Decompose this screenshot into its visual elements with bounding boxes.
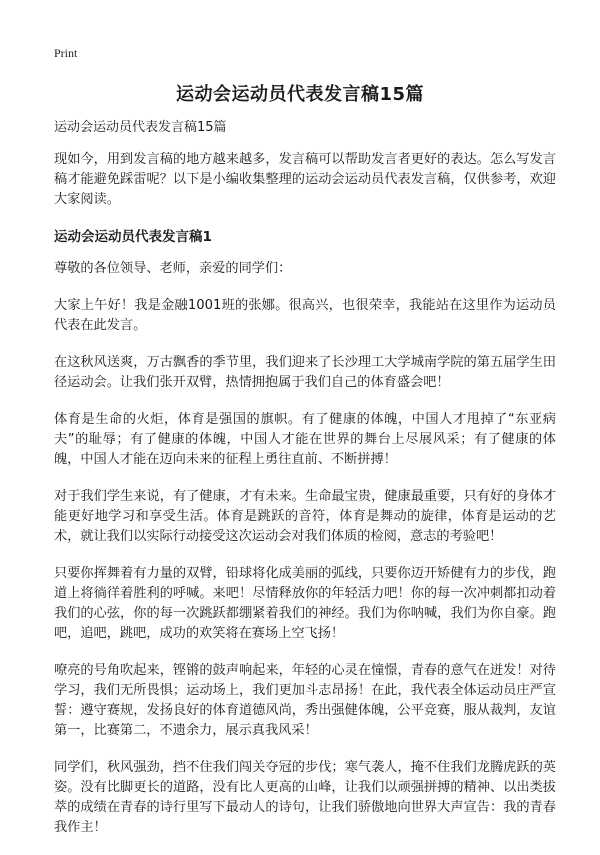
print-link[interactable]: Print — [54, 46, 78, 60]
paragraph: 只要你挥舞着有力量的双臂，铅球将化成美丽的弧线，只要你迈开矫健有力的步伐，跑道上将徜徉着胜利的呼喊。来吧！尽情释放你的年轻活力吧！你的每一次冲刺都扣动着我们的心弦，你的每一次跳跃都绷紧着我们的神经。我们为你呐喊，我们为你自豪。跑吧，追吧，跳吧，成功的欢笑将在赛场上空飞扬！ — [54, 566, 556, 641]
paragraph-greeting: 大家上午好！我是金融1001班的张娜。很高兴，也很荣幸，我能站在这里作为运动员代表在此发言。 — [54, 298, 556, 333]
intro-paragraph: 现如今，用到发言稿的地方越来越多，发言稿可以帮助发言者更好的表达。怎么写发言稿才能避免踩雷呢？以下是小编收集整理的运动会运动员代表发言稿，仅供参考，欢迎大家阅读。 — [54, 152, 556, 207]
paragraph: 同学们，秋风强劲，挡不住我们闯关夺冠的步伐；寒气袭人，掩不住我们龙腾虎跃的英姿。没有比脚更长的道路，没有比人更高的山峰，让我们以顽强拼搏的精神、以出类拔萃的成绩在青春的诗行里写下最动人的诗句，让我们骄傲地向世界大声宣告：我的青春我作主！ — [54, 760, 556, 835]
document-body — [54, 118, 556, 855]
section-heading: 运动会运动员代表发言稿1 — [54, 229, 212, 245]
paragraph: 在这秋风送爽，万古飘香的季节里，我们迎来了长沙理工大学城南学院的第五届学生田径运动会。让我们张开双臂，热情拥抱属于我们自己的体育盛会吧！ — [54, 355, 556, 390]
document-subtitle: 运动会运动员代表发言稿15篇 — [54, 120, 227, 135]
paragraph: 对于我们学生来说，有了健康，才有未来。生命最宝贵，健康最重要，只有好的身体才能更好地学习和享受生活。体育是跳跃的音符，体育是舞动的旋律，体育是运动的艺术，就让我们以实际行动接受这次运动会对我们体质的检阅，意志的考验吧！ — [54, 489, 556, 544]
paragraph: 体育是生命的火炬，体育是强国的旗帜。有了健康的体魄，中国人才甩掉了“东亚病夫”的耻辱；有了健康的体魄，中国人才能在世界的舞台上尽展风采；有了健康的体魄，中国人才能在迈向未来的征程上勇往直前、不断拼搏！ — [54, 412, 556, 467]
page-title: 运动会运动员代表发言稿15篇 — [175, 84, 425, 105]
paragraph: 嘹亮的号角吹起来，铿锵的鼓声响起来，年轻的心灵在憧憬，青春的意气在迸发！对待学习，我们无所畏惧；运动场上，我们更加斗志昂扬！在此，我代表全体运动员庄严宣誓：遵守赛规，发扬良好的体育道德风尚，秀出强健体魄，公平竞赛，服从裁判，友谊第一，比赛第二，不遗余力，展示真我风采！ — [54, 663, 556, 738]
paragraph-salutation: 尊敬的各位领导、老师，亲爱的同学们： — [54, 261, 292, 276]
